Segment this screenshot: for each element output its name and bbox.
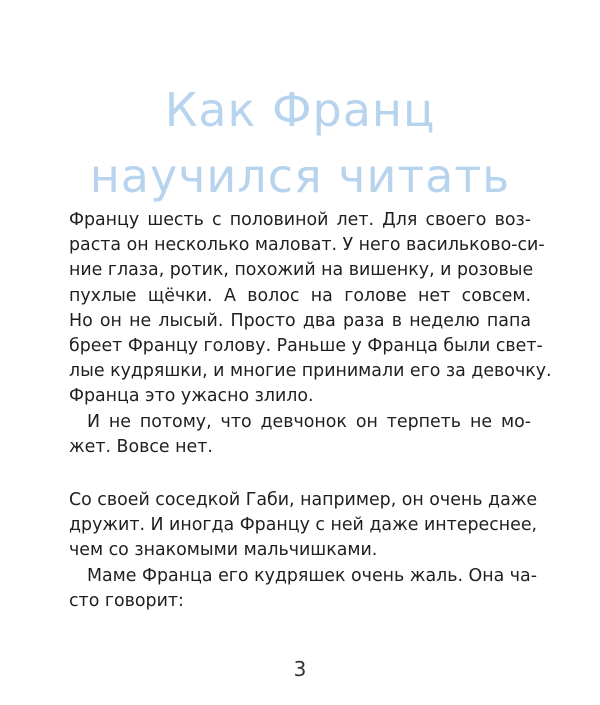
text-line: раста он несколько маловат. У него васильково-си-: [69, 235, 545, 256]
text-line: И не потому, что девчонок он терпеть не мо-: [87, 411, 531, 432]
chapter-title-line-1: Как Франц: [164, 82, 436, 137]
text-line: Маме Франца его кудряшек очень жаль. Она ча-: [87, 565, 537, 586]
chapter-title-line-2: научился читать: [89, 148, 511, 203]
text-line: жет. Вовсе нет.: [69, 436, 213, 457]
text-line: Со своей соседкой Габи, например, он очень даже: [69, 490, 538, 510]
text-line: Но он не лысый. Просто два раза в неделю папа: [69, 310, 531, 331]
text-line: лые кудряшки, и многие принимали его за девочку.: [69, 361, 552, 382]
paragraph-block-1: [69, 208, 552, 460]
text-line: Францу шесть с половиной лет. Для своего воз-: [69, 210, 531, 230]
text-line: ние глаза, ротик, похожий на вишенку, и розовые: [69, 260, 534, 281]
chapter-title: [0, 77, 600, 209]
text-line: бреет Францу голову. Раньше у Франца были свет-: [69, 335, 543, 356]
text-line: чем со знакомыми мальчишками.: [69, 540, 378, 561]
text-line: сто говорит:: [69, 590, 184, 611]
text-line: Франца это ужасно злило.: [69, 386, 314, 407]
paragraph-block-2: [69, 488, 538, 614]
text-line: пухлые щёчки. А волос на голове нет совсем.: [69, 285, 531, 306]
text-line: дружит. И иногда Францу с ней даже интереснее,: [69, 515, 538, 536]
page-number: 3: [293, 657, 307, 681]
